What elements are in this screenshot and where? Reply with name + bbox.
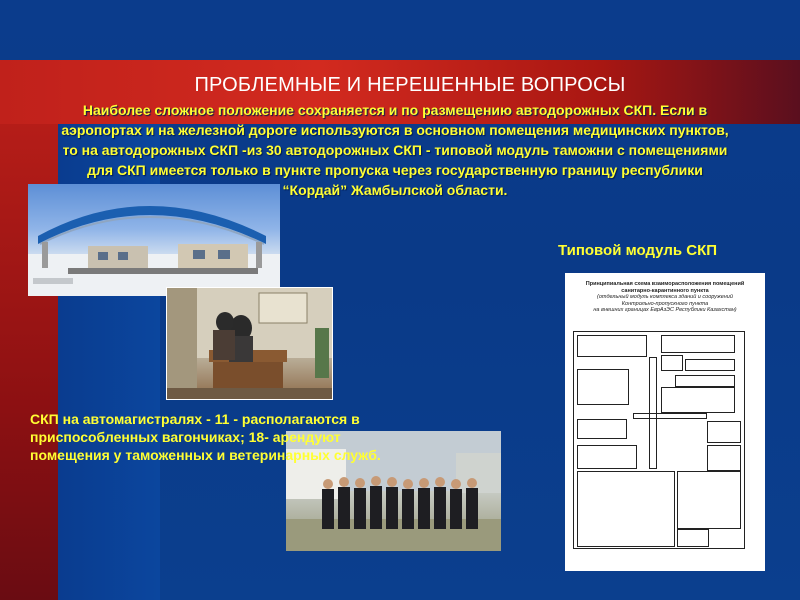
plan-room (577, 445, 637, 469)
plan-room (677, 471, 741, 529)
plan-room (707, 421, 741, 443)
intro-line: аэропортах и на железной дороге используются в основном помещения медицинских пунктов, (61, 122, 729, 138)
statement-line: помещения у таможенных и ветеринарных служб. (30, 447, 381, 463)
plan-room (661, 355, 683, 371)
office-interior-illustration (167, 288, 332, 399)
intro-line: то на автодорожных СКП -из 30 автодорожных СКП - типовой модуль таможни с помещениями (62, 142, 728, 158)
plan-room (577, 419, 627, 439)
plan-room (577, 335, 647, 357)
plan-room (675, 375, 735, 387)
statement-line: приспособленных вагончиках; 18- арендуют (30, 429, 341, 445)
statement-text (30, 410, 430, 464)
diagram-title-line: санитарно-карантинного пункта (621, 287, 709, 294)
intro-line: “Кордай” Жамбылской области. (282, 182, 508, 198)
plan-room (577, 369, 629, 405)
checkpoint-canopy-photo (28, 184, 280, 296)
floor-plan-diagram (565, 273, 765, 571)
office-interior-photo (166, 287, 333, 400)
diagram-title-line: на внешних границах ЕврАзЭС Республики Казахстан) (593, 307, 737, 313)
plan-room (661, 387, 735, 413)
plan-room (707, 445, 741, 471)
plan-room (661, 335, 735, 353)
diagram-title-line: Принципиальная схема взаиморасположения помещений (585, 281, 745, 287)
plan-room (685, 359, 735, 371)
statement-line: СКП на автомагистралях - 11 - располагаются в (30, 411, 360, 427)
slide-title: ПРОБЛЕМНЫЕ И НЕРЕШЕННЫЕ ВОПРОСЫ (194, 74, 626, 96)
plan-corridor (633, 413, 707, 419)
diagram-title (569, 281, 761, 314)
checkpoint-canopy-illustration (28, 184, 280, 296)
diagram-title-line: Контрольно-пропускного пункта (621, 300, 709, 307)
diagram-title-line: (отдельный модуль комплекса зданий и сооружений (597, 294, 733, 300)
intro-line: Наиболее сложное положение сохраняется и по размещению автодорожных СКП. Если в (82, 102, 708, 118)
module-title: Типовой модуль СКП (558, 242, 718, 259)
intro-line: для СКП имеется только в пункте пропуска через государственную границу республики (87, 162, 703, 178)
plan-room (677, 529, 709, 547)
plan-room (577, 471, 675, 547)
